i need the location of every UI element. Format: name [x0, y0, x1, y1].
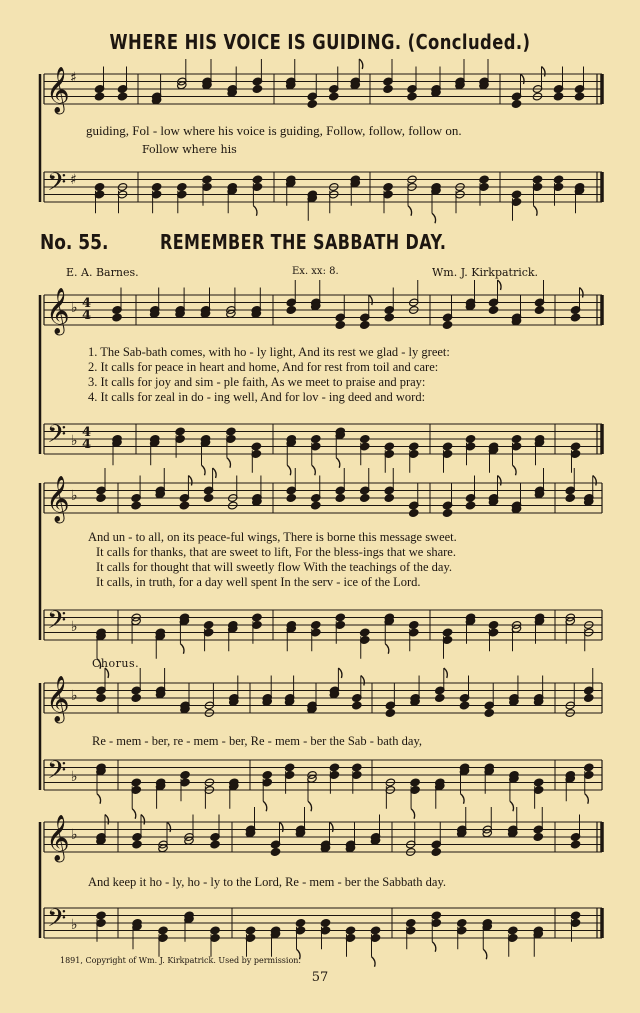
note-flag [498, 476, 502, 486]
notehead [295, 918, 305, 927]
verse-line: It calls for thought that will sweetly flow With the teachings of the day. [96, 560, 453, 574]
notehead [252, 175, 262, 184]
note-flag [336, 458, 340, 468]
verse-line: 2. It calls for peace in heart and home, And for rest from toil and care: [88, 360, 439, 374]
notehead [270, 847, 280, 856]
note-flag [338, 668, 342, 678]
notehead [570, 911, 580, 920]
notehead [96, 911, 106, 920]
note-flag [593, 476, 597, 486]
bass-clef: 𝄢 [47, 168, 67, 203]
notehead [203, 493, 213, 502]
notehead [94, 92, 104, 101]
notehead [180, 770, 190, 779]
notehead [131, 778, 141, 787]
notehead [352, 701, 362, 710]
note-flag [280, 822, 284, 832]
notehead [286, 493, 296, 502]
note-flag [534, 206, 538, 216]
notehead [385, 708, 395, 717]
key-signature: ♭ [71, 769, 78, 785]
notehead [442, 442, 452, 451]
composer-credit: Wm. J. Kirkpatrick. [432, 266, 539, 279]
notehead [565, 493, 575, 502]
notehead [210, 840, 220, 849]
notehead [457, 918, 467, 927]
notehead [96, 693, 106, 702]
treble-clef: 𝄞 [46, 67, 70, 113]
notehead [245, 926, 255, 935]
notehead [570, 442, 580, 451]
note-flag [213, 468, 217, 478]
notehead [570, 313, 580, 322]
notehead [511, 434, 521, 443]
note-flag [330, 822, 334, 832]
notehead [251, 442, 261, 451]
note-flag [202, 465, 206, 475]
note-flag [180, 644, 184, 654]
notehead [94, 182, 104, 191]
verse-line: And un - to all, on its peace-ful wings, There is borne this message sweet. [88, 530, 457, 544]
notehead [175, 427, 185, 436]
hymn-number: No. 55. [40, 230, 109, 254]
notehead [284, 763, 294, 772]
notehead [131, 501, 141, 510]
notehead [574, 92, 584, 101]
note-flag [444, 668, 448, 678]
notehead [533, 832, 543, 841]
notehead [409, 620, 419, 629]
note-flag [253, 206, 257, 216]
notehead [383, 182, 393, 191]
notehead [360, 434, 370, 443]
notehead [151, 182, 161, 191]
bass-clef: 𝄢 [47, 904, 67, 939]
note-flag [372, 957, 376, 967]
note-flag [385, 644, 389, 654]
notehead [410, 778, 420, 787]
note-flag [521, 74, 525, 84]
notehead [409, 508, 419, 517]
notehead [311, 501, 321, 510]
notehead [360, 493, 370, 502]
treble-clef: 𝄞 [46, 476, 70, 522]
treble-clef: 𝄞 [46, 676, 70, 722]
key-signature: ♭ [71, 917, 78, 933]
notehead [335, 320, 345, 329]
page-number: 57 [311, 970, 329, 985]
bass-clef: 𝄢 [47, 606, 67, 641]
notehead [407, 92, 417, 101]
notehead [226, 427, 236, 436]
notehead [360, 628, 370, 637]
note-flag [483, 949, 487, 959]
copyright-notice: 1891, Copyright of Wm. J. Kirkpatrick. Used by permission. [60, 956, 301, 965]
note-flag [132, 809, 136, 819]
note-flag [312, 465, 316, 475]
chorus-lyric: Re - mem - ber, re - mem - ber, Re - mem - ber the Sab - bath day, [92, 734, 423, 748]
notehead [409, 442, 419, 451]
notehead [345, 926, 355, 935]
key-signature: ♯ [70, 70, 77, 86]
notehead [465, 434, 475, 443]
notehead [335, 493, 345, 502]
note-flag [461, 794, 465, 804]
note-flag [542, 67, 546, 77]
notehead [488, 620, 498, 629]
note-flag [513, 465, 517, 475]
notehead [511, 190, 521, 199]
notehead [179, 501, 189, 510]
notehead [384, 493, 394, 502]
key-signature: ♭ [71, 300, 78, 316]
note-flag [432, 213, 436, 223]
notehead [252, 84, 262, 93]
chorus-label: Chorus. [92, 657, 140, 670]
author-credit: E. A. Barnes. [66, 266, 139, 279]
verse-line: It calls for thanks, that are sweet to lift, For the bless-ings that we share. [96, 545, 456, 559]
key-signature: ♭ [71, 619, 78, 635]
notehead [252, 613, 262, 622]
notehead [177, 182, 187, 191]
notehead [311, 620, 321, 629]
notehead [508, 926, 518, 935]
note-flag [227, 458, 231, 468]
key-signature: ♯ [70, 172, 77, 188]
notehead [383, 84, 393, 93]
notehead [352, 763, 362, 772]
time-signature-top: 4 [82, 296, 92, 311]
note-flag [411, 809, 415, 819]
notehead [384, 313, 394, 322]
notehead [262, 770, 272, 779]
treble-clef: 𝄞 [46, 288, 70, 334]
verse-line: 4. It calls for zeal in do - ing well, And for lov - ing deed and word: [88, 390, 426, 404]
notehead [131, 693, 141, 702]
notehead [488, 305, 498, 314]
note-flag [498, 280, 502, 290]
notehead [370, 926, 380, 935]
note-flag [308, 801, 312, 811]
note-flag [432, 942, 436, 952]
notehead [360, 320, 370, 329]
notehead [307, 99, 317, 108]
notehead [459, 701, 469, 710]
note-flag [188, 476, 192, 486]
notehead [511, 99, 521, 108]
notehead [112, 313, 122, 322]
hymn-title: REMEMBER THE SABBATH DAY. [160, 230, 447, 254]
notehead [335, 613, 345, 622]
notehead [442, 508, 452, 517]
notehead [158, 926, 168, 935]
note-flag [408, 206, 412, 216]
key-signature: ♭ [71, 488, 78, 504]
note-flag [287, 465, 291, 475]
notehead [532, 175, 542, 184]
notehead [442, 628, 452, 637]
chorus-lyric: And keep it ho - ly, ho - ly to the Lord, Re - mem - ber the Sabbath day. [88, 875, 447, 889]
notehead [553, 175, 563, 184]
note-flag [510, 801, 514, 811]
notehead [553, 92, 563, 101]
notehead [533, 778, 543, 787]
notehead [484, 708, 494, 717]
lyric-line: guiding, Fol - low where his voice is guiding, Follow, follow, follow on. [86, 123, 462, 138]
bass-clef: 𝄢 [47, 420, 67, 455]
notehead [329, 92, 339, 101]
notehead [311, 434, 321, 443]
note-flag [580, 288, 584, 298]
key-signature: ♭ [71, 688, 78, 704]
time-signature-bottom: 4 [82, 308, 92, 323]
time-signature-top: 4 [82, 425, 92, 440]
page-header-title: WHERE HIS VOICE IS GUIDING. (Concluded.) [109, 30, 531, 54]
scripture-reference: Ex. xx: 8. [292, 266, 339, 277]
bass-clef: 𝄢 [47, 756, 67, 791]
notehead [96, 493, 106, 502]
note-flag [361, 676, 365, 686]
verse-line: 3. It calls for joy and sim - ple faith, As we meet to praise and pray: [88, 375, 426, 389]
note-flag [141, 815, 145, 825]
key-signature: ♭ [71, 433, 78, 449]
notehead [384, 442, 394, 451]
notehead [431, 847, 441, 856]
notehead [584, 693, 594, 702]
notehead [534, 305, 544, 314]
note-flag [369, 295, 373, 305]
notehead [320, 918, 330, 927]
note-flag [263, 801, 267, 811]
notehead [431, 911, 441, 920]
notehead [584, 763, 594, 772]
notehead [479, 175, 489, 184]
key-signature: ♭ [71, 827, 78, 843]
echo-lyric: Follow where his [142, 143, 237, 156]
notehead [570, 840, 580, 849]
note-flag [105, 815, 109, 825]
note-flag [97, 794, 101, 804]
notehead [286, 305, 296, 314]
time-signature-bottom: 4 [82, 437, 92, 452]
notehead [465, 501, 475, 510]
notehead [329, 763, 339, 772]
notehead [132, 840, 142, 849]
notehead [406, 918, 416, 927]
notehead [202, 175, 212, 184]
notehead [117, 92, 127, 101]
note-flag [585, 794, 589, 804]
note-flag [359, 59, 363, 69]
notehead [442, 320, 452, 329]
notehead [210, 926, 220, 935]
verse-line: It calls, in truth, for a day well spent In the serv - ice of the Lord. [96, 575, 421, 589]
treble-clef: 𝄞 [46, 815, 70, 861]
note-flag [167, 822, 171, 832]
notehead [435, 693, 445, 702]
verse-line: 1. The Sab-bath comes, with ho - ly light, And its rest we glad - ly greet: [88, 345, 450, 359]
notehead [203, 620, 213, 629]
